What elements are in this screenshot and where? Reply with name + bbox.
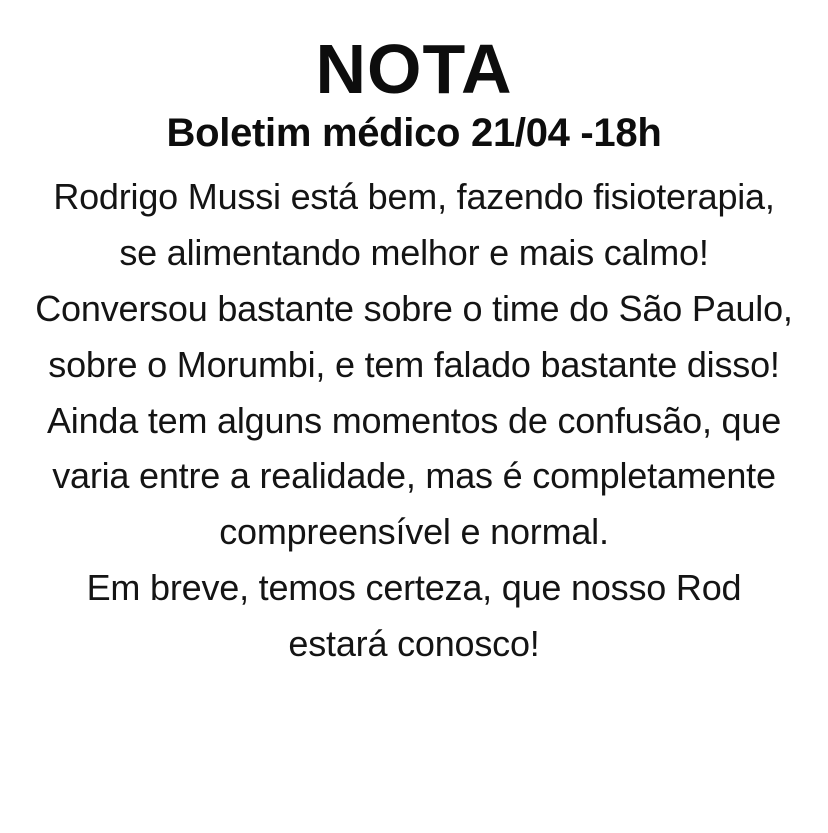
page-subtitle: Boletim médico 21/04 -18h: [166, 111, 662, 156]
note-paragraph: Ainda tem alguns momentos de confusão, que varia entre a realidade, mas é completamente compreensível e normal.: [46, 399, 782, 553]
note-paragraph: Conversou bastante sobre o time do São Paulo, sobre o Morumbi, e tem falado bastante disso!: [35, 287, 793, 385]
note-paragraph: Rodrigo Mussi está bem, fazendo fisioterapia, se alimentando melhor e mais calmo!: [53, 176, 775, 274]
page-title: NOTA: [315, 30, 513, 108]
note-paragraph: Em breve, temos certeza, que nosso Rod estará conosco!: [86, 566, 742, 664]
note-body: [26, 169, 802, 671]
